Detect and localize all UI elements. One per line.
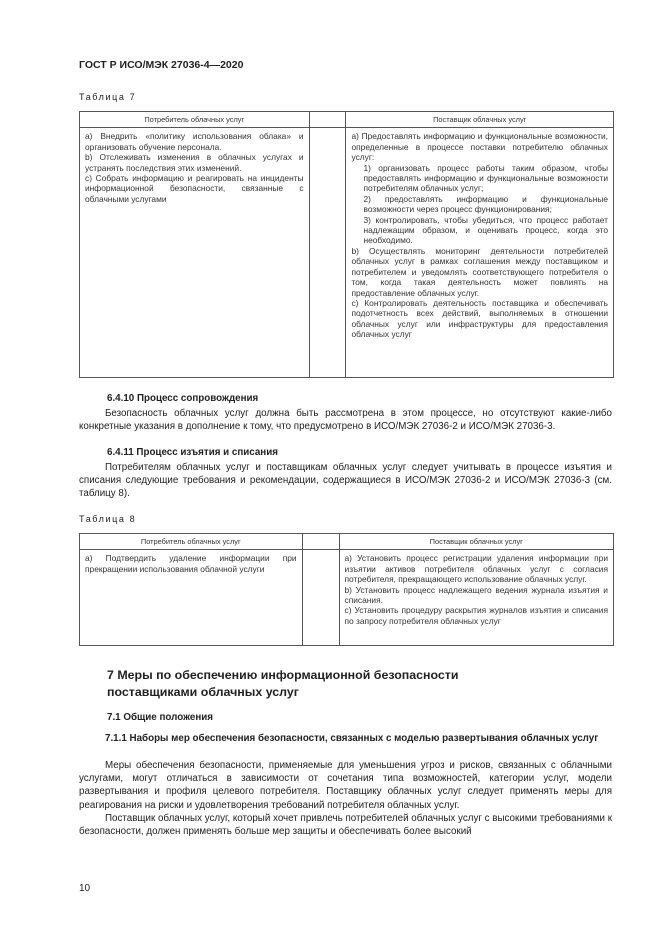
list-item: 1) организовать процесс работы таким образом, чтобы предоставлять информацию и функциональные возможности потребителям облачных услуг; <box>363 162 608 194</box>
table8-consumer-cell <box>80 550 303 646</box>
section-6-4-10-heading: 6.4.10 Процесс сопровождения <box>107 393 259 404</box>
list-item: c) Установить процедуру раскрытия журналов изъятия и списания по запросу потребителя облачных услуг <box>344 605 608 626</box>
paragraph: Меры обеспечения безопасности, применяемые для уменьшения угроз и рисков, связанных с облачными услугами, могут отличаться в зависимости от сочетания типа возможностей, категории услуг, модели развертывания и профиля целевого потребителя. Поставщику облачных услуг следует применять меры для реагирования на риски и удовлетворения требований потребителя облачных услуг. <box>79 760 612 811</box>
table7-header-row <box>80 112 614 128</box>
section-6-4-11-text <box>79 461 612 501</box>
paragraph: Потребителям облачных услуг и поставщикам облачных услуг следует учитывать в процессе изъятия и списания следующие требования и рекомендации, содержащиеся в ИСО/МЭК 27036-2 и ИСО/МЭК 27036-3 (см. таблицу 8). <box>79 462 612 500</box>
section-7-1-1-heading <box>79 732 612 745</box>
table8-col-consumer: Потребитель облачных услуг <box>80 534 303 550</box>
section-7-1-heading: 7.1 Общие положения <box>107 712 214 723</box>
table7-caption: Таблица 7 <box>79 92 137 102</box>
table8-header-row <box>80 534 614 550</box>
list-item: 2) предоставлять информацию и функциональные возможности через процесс функционирования; <box>363 193 608 215</box>
section-7-heading <box>107 667 459 700</box>
paragraph: Безопасность облачных услуг должна быть рассмотрена в этом процессе, но отсутствуют какие-либо конкретные указания в дополнение к тому, что предусмотрено в ИСО/МЭК 27036-2 и ИСО/МЭК 27036-3. <box>79 408 612 433</box>
table8-col-gap <box>302 534 339 550</box>
table7-col-provider: Поставщик облачных услуг <box>346 112 614 128</box>
table8-col-provider: Поставщик облачных услуг <box>339 534 613 550</box>
section-6-4-10-text <box>79 407 612 433</box>
list-item: a) Предоставлять информацию и функциональные возможности, определенные в процессе поставки потребителю облачных услуг: <box>351 131 608 163</box>
list-item: c) Контролировать деятельность поставщика и обеспечивать подотчетность всех действий, выполняемых в отношении облачных услуг или инфраструктуры для предоставления облачных услуг <box>351 297 608 340</box>
table7-consumer-cell <box>80 128 310 378</box>
table7-col-consumer: Потребитель облачных услуг <box>80 112 310 128</box>
subheading: 7.1.1 Наборы мер обеспечения безопасности, связанных с моделью развертывания облачных услуг <box>105 733 599 744</box>
section-7-heading-line2: поставщиками облачных услуг <box>107 684 299 699</box>
section-6-4-11-heading: 6.4.11 Процесс изъятия и списания <box>107 447 278 458</box>
section-7-1-1-text <box>79 759 612 838</box>
table7-body-row <box>80 128 614 378</box>
table7-provider-cell <box>346 128 614 378</box>
table8-gap-cell <box>302 550 339 646</box>
table7 <box>79 111 614 378</box>
table8 <box>79 533 614 646</box>
list-item: b) Установить процесс надлежащего ведения журнала изъятия и списания. <box>344 584 608 606</box>
table7-gap-cell <box>309 128 346 378</box>
list-item: 3) контролировать, чтобы убедиться, что процесс работает надлежащим образом, и оценивать процесс, когда это необходимо. <box>363 214 608 246</box>
list-item: b) Осуществлять мониторинг деятельности потребителей облачных услуг в рамках соглашения между поставщиком и потребителем и уведомлять соответствующего потребителя о том, когда такая деятельность может повлиять на предоставление облачных услуг. <box>351 245 608 298</box>
table8-provider-cell <box>339 550 613 646</box>
table8-body-row <box>80 550 614 646</box>
list-item: a) Установить процесс регистрации удаления информации при изъятии активов потребителя облачных услуг с согласия потребителя, прекращающего использование облачных услуг. <box>344 553 608 585</box>
list-item: b) Отслеживать изменения в облачных услугах и устранять последствия этих изменений. <box>85 152 304 173</box>
table7-col-gap <box>309 112 346 128</box>
list-item: a) Внедрить «политику использования облака» и организовать обучение персонала. <box>85 131 304 152</box>
list-item: c) Собрать информацию и реагировать на инциденты информационной безопасности, связанные с облачными услугами <box>85 173 304 204</box>
list-item: a) Подтвердить удаление информации при прекращении использования облачной услуги <box>85 553 297 574</box>
section-7-heading-line1: 7 Меры по обеспечению информационной безопасности <box>107 668 459 682</box>
page-number: 10 <box>79 883 91 894</box>
paragraph: Поставщик облачных услуг, который хочет привлечь потребителей облачных услуг с высокими требованиями к безопасности, должен применять больше мер защиты и обеспечивать более высокий <box>79 812 612 838</box>
table8-caption: Таблица 8 <box>79 514 137 524</box>
standard-header: ГОСТ Р ИСО/МЭК 27036-4—2020 <box>79 59 244 71</box>
